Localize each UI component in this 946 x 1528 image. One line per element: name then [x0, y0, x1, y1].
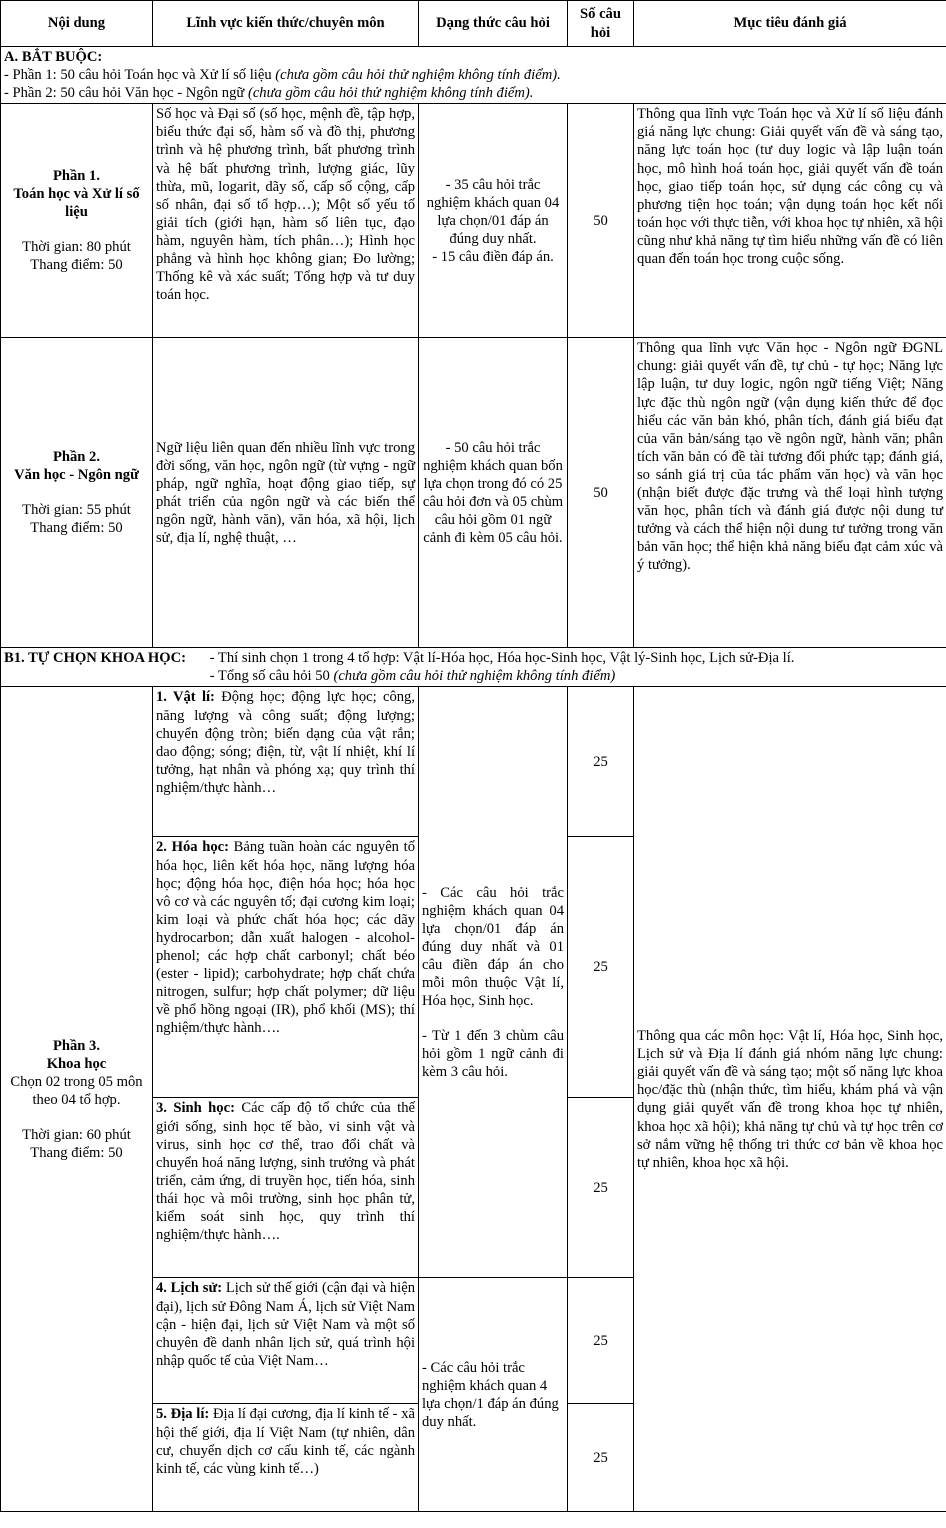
physics-text: Động học; động lực học; công, năng lượng và công suất; động lượng; chuyển động tròn; biến dạng của vật rắn; dao động; sóng; điện, từ, vật lí nhiệt, khí lí tưởng, hạt nhân và phóng xạ; quy trình thí nghiệm/thực hành… — [156, 689, 415, 796]
header-row — [1, 1, 946, 47]
chemistry-knowledge — [153, 837, 419, 1098]
part1-subject: Toán học và Xử lí số liệu — [13, 186, 140, 221]
history-text: Lịch sử thế giới (cận đại và hiện đại), lịch sử Đông Nam Á, lịch sử Việt Nam cận - hiện đại, lịch sử Việt Nam và một số chuyên đề danh nhân lịch sử, quá trình hội nhập quốc tế của Việt Nam… — [156, 1280, 416, 1369]
part2-name: Phần 2. — [52, 449, 101, 466]
geography-count: 25 — [568, 1404, 634, 1512]
section-b1-note1: - Thí sinh chọn 1 trong 4 tổ hợp: Vật lí-Hóa học, Hóa học-Sinh học, Vật lý-Sinh học, Lịch sử-Địa lí. — [209, 650, 795, 667]
section-b1-title: B1. TỰ CHỌN KHOA HỌC: — [4, 650, 187, 667]
biology-text: Các cấp độ tổ chức của thế giới sống, sinh học tế bào, vi sinh vật và virus, sinh học cơ thể, trao đổi chất và chuyển hoá năng lượng, sinh trưởng và phát triển, cảm ứng, di truyền học, tiến hóa, sinh thái học và môi trường, sinh học phân tử, kiểm soát sinh học, quy trình thí nghiệm/thực hành…. — [156, 1100, 415, 1244]
science-format-1: - Các câu hỏi trắc nghiệm khách quan 04 lựa chọn/01 đáp án đúng duy nhất và 01 câu điền đáp án cho mỗi môn thuộc Vật lí, Hóa học, Sinh học. — [422, 884, 564, 1010]
physics-label: 1. Vật lí: — [156, 689, 215, 706]
part1-content — [1, 104, 153, 338]
section-a-line2 — [4, 84, 943, 102]
header-content: Nội dung — [1, 1, 153, 47]
header-objective: Mục tiêu đánh giá — [634, 1, 946, 47]
part1-objective: Thông qua lĩnh vực Toán học và Xử lí số liệu đánh giá năng lực chung: Giải quyết vấn đề và sáng tạo, năng lực toán học (tư duy logic và lập luận toán học, mô hình hoá toán học, giải quyết vấn đề toán học, giao tiếp toán học, sử dụng các công cụ và phương tiện học toán; vận dụng toán học kết nối toán học với thực tiễn, với khoa học tự nhiên, xã hội cũng như khả năng tự tìm hiểu những vấn đề có liên quan đến toán học trong cuộc sống. — [634, 104, 946, 338]
part3-time: Thời gian: 60 phút — [22, 1127, 131, 1144]
section-a-line1 — [4, 66, 943, 84]
part3-objective: Thông qua các môn học: Vật lí, Hóa học, Sinh học, Lịch sử và Địa lí đánh giá nhóm năng lực chung: giải quyết vấn đề và sáng tạo; một số năng lực khoa học/đặc thù (nhận thức, tìm hiểu, khám phá và vận dụng giải quyết vấn đề trong khoa học tự nhiên, khoa học xã hội); khả năng tự chủ và tự học trên cơ sở nắm vững hệ thống tri thức cơ bản về khoa học tự nhiên, khoa học xã hội. — [634, 687, 946, 1512]
chemistry-text: Bảng tuần hoàn các nguyên tố hóa học, liên kết hóa học, năng lượng hóa học; động hóa học, điện hóa học; hóa học vô cơ và các nguyên tố; đại cương kim loại; kim loại và phức chất hóa học; các dãy hydrocarbon; dẫn xuất halogen - alcohol- phenol; các hợp chất carbonyl; chất béo (ester - lipid); carbohydrate; hợp chất chứa nitrogen, sulfur; hợp chất polymer; dữ liệu về phổ hồng ngoại (IR), phổ khối (MS); thí nghiệm/thực hành…. — [156, 839, 415, 1037]
part2-time: Thời gian: 55 phút — [22, 502, 131, 519]
section-b1-note2-italic: (chưa gồm câu hỏi thử nghiệm không tính điểm) — [333, 668, 616, 685]
history-knowledge — [153, 1278, 419, 1404]
part1-row — [1, 104, 946, 338]
header-format: Dạng thức câu hỏi — [419, 1, 568, 47]
physics-knowledge — [153, 687, 419, 837]
science-format — [419, 687, 568, 1278]
part3-subject: Khoa học — [46, 1055, 107, 1072]
part1-count: 50 — [568, 104, 634, 338]
geography-knowledge — [153, 1404, 419, 1512]
header-count: Số câu hỏi — [568, 1, 634, 47]
part1-name: Phần 1. — [52, 168, 101, 185]
part3-choose: Chọn 02 trong 05 môn theo 04 tổ hợp. — [10, 1073, 143, 1108]
section-a — [1, 47, 946, 104]
part3-physics-row — [1, 687, 946, 837]
chemistry-label: 2. Hóa học: — [156, 839, 229, 856]
science-format-2: - Từ 1 đến 3 chùm câu hỏi gồm 1 ngữ cảnh đi kèm 3 câu hỏi. — [422, 1028, 564, 1081]
part1-format-line1: - 35 câu hỏi trắc nghiệm khách quan 04 lựa chọn/01 đáp án đúng duy nhất. — [426, 176, 560, 247]
part1-scale: Thang điểm: 50 — [30, 257, 123, 274]
part2-objective: Thông qua lĩnh vực Văn học - Ngôn ngữ ĐGNL chung: giải quyết vấn đề, tự chủ - tự học; Năng lực lập luận, tư duy logic, ngôn ngữ tiếng Việt; Năng lực đặc thù ngôn ngữ (vận dụng kiến thức để đọc hiểu các văn bản khó, phân tích, đánh giá biểu đạt của văn bản/sáng tạo về ngôn ngữ, hành văn; phân tích văn bản có đề tài tương đối phức tạp; đánh giá, so sánh giá trị của tác phẩm văn học) và văn học (nhận biết được đặc trưng và thể loại hình tượng văn học, phân tích và đánh giá được nội dung tư tưởng và cách thể hiện nội dung tư tưởng trong văn bản văn học; thể hiện khả năng biểu đạt cảm xúc và ý tưởng). — [634, 338, 946, 648]
part3-content — [1, 687, 153, 1512]
section-b1-row — [1, 648, 946, 687]
part2-subject: Văn học - Ngôn ngữ — [14, 467, 139, 484]
section-a-row — [1, 47, 946, 104]
section-b1 — [1, 648, 946, 687]
section-b1-note2-text: - Tổng số câu hỏi 50 — [209, 668, 330, 685]
section-a-line2-text: - Phần 2: 50 câu hỏi Văn học - Ngôn ngữ — [4, 85, 245, 102]
part2-format: - 50 câu hỏi trắc nghiệm khách quan bốn lựa chọn trong đó có 25 câu hỏi đơn và 05 chùm câu hỏi gồm 01 ngữ cảnh đi kèm 05 câu hỏi. — [419, 338, 568, 648]
part1-time: Thời gian: 80 phút — [22, 239, 131, 256]
part2-scale: Thang điểm: 50 — [30, 520, 123, 537]
social-format: - Các câu hỏi trắc nghiệm khách quan 4 lựa chọn/1 đáp án đúng duy nhất. — [419, 1278, 568, 1512]
physics-count: 25 — [568, 687, 634, 837]
section-a-title: A. BẮT BUỘC: — [4, 49, 103, 65]
biology-label: 3. Sinh học: — [156, 1100, 235, 1117]
part3-name: Phần 3. — [52, 1037, 101, 1054]
biology-count: 25 — [568, 1098, 634, 1278]
history-label: 4. Lịch sử: — [156, 1280, 223, 1297]
section-a-line1-text: - Phần 1: 50 câu hỏi Toán học và Xử lí số liệu — [4, 67, 272, 84]
part1-format-line2: - 15 câu điền đáp án. — [432, 248, 554, 265]
history-count: 25 — [568, 1278, 634, 1404]
part2-count: 50 — [568, 338, 634, 648]
part1-knowledge: Số học và Đại số (số học, mệnh đề, tập hợp, biểu thức đại số, hàm số và đồ thị, phương trình và hệ phương trình, bất phương trình và hệ bất phương trình, lượng giác, lũy thừa, mũ, logarit, dãy số, cấp số cộng, cấp số nhân, đại số tổ hợp…); Một số yếu tố giải tích (giới hạn, hàm số liên tục, đạo hàm, nguyên hàm, tích phân…); Hình học phẳng và hình học không gian; Đo lường; Thống kê và xác suất; Tổng hợp và tư duy toán học. — [153, 104, 419, 338]
section-b1-note2 — [210, 667, 795, 685]
section-b1-notes — [210, 649, 795, 685]
part3-scale: Thang điểm: 50 — [30, 1145, 123, 1162]
section-a-line1-note: (chưa gồm câu hỏi thử nghiệm không tính điểm). — [275, 67, 561, 84]
part2-content — [1, 338, 153, 648]
biology-knowledge — [153, 1098, 419, 1278]
header-knowledge: Lĩnh vực kiến thức/chuyên môn — [153, 1, 419, 47]
geography-text: Địa lí đại cương, địa lí kinh tế - xã hội thế giới, địa lí Việt Nam (tự nhiên, dân cư, chuyển dịch cơ cấu kinh tế, các ngành kinh tế, các vùng kinh tế…) — [156, 1406, 415, 1477]
section-a-line2-note: (chưa gồm câu hỏi thử nghiệm không tính điểm). — [247, 85, 534, 102]
chemistry-count: 25 — [568, 837, 634, 1098]
part2-row — [1, 338, 946, 648]
geography-label: 5. Địa lí: — [156, 1406, 210, 1423]
part1-format — [419, 104, 568, 338]
part2-knowledge: Ngữ liệu liên quan đến nhiều lĩnh vực trong đời sống, văn học, ngôn ngữ (từ vựng - ngữ pháp, ngữ nghĩa, hoạt động giao tiếp, sự phát triển của ngôn ngữ và các biến thể ngôn ngữ, hành văn), văn hóa, xã hội, lịch sử, địa lí, nghệ thuật, … — [153, 338, 419, 648]
